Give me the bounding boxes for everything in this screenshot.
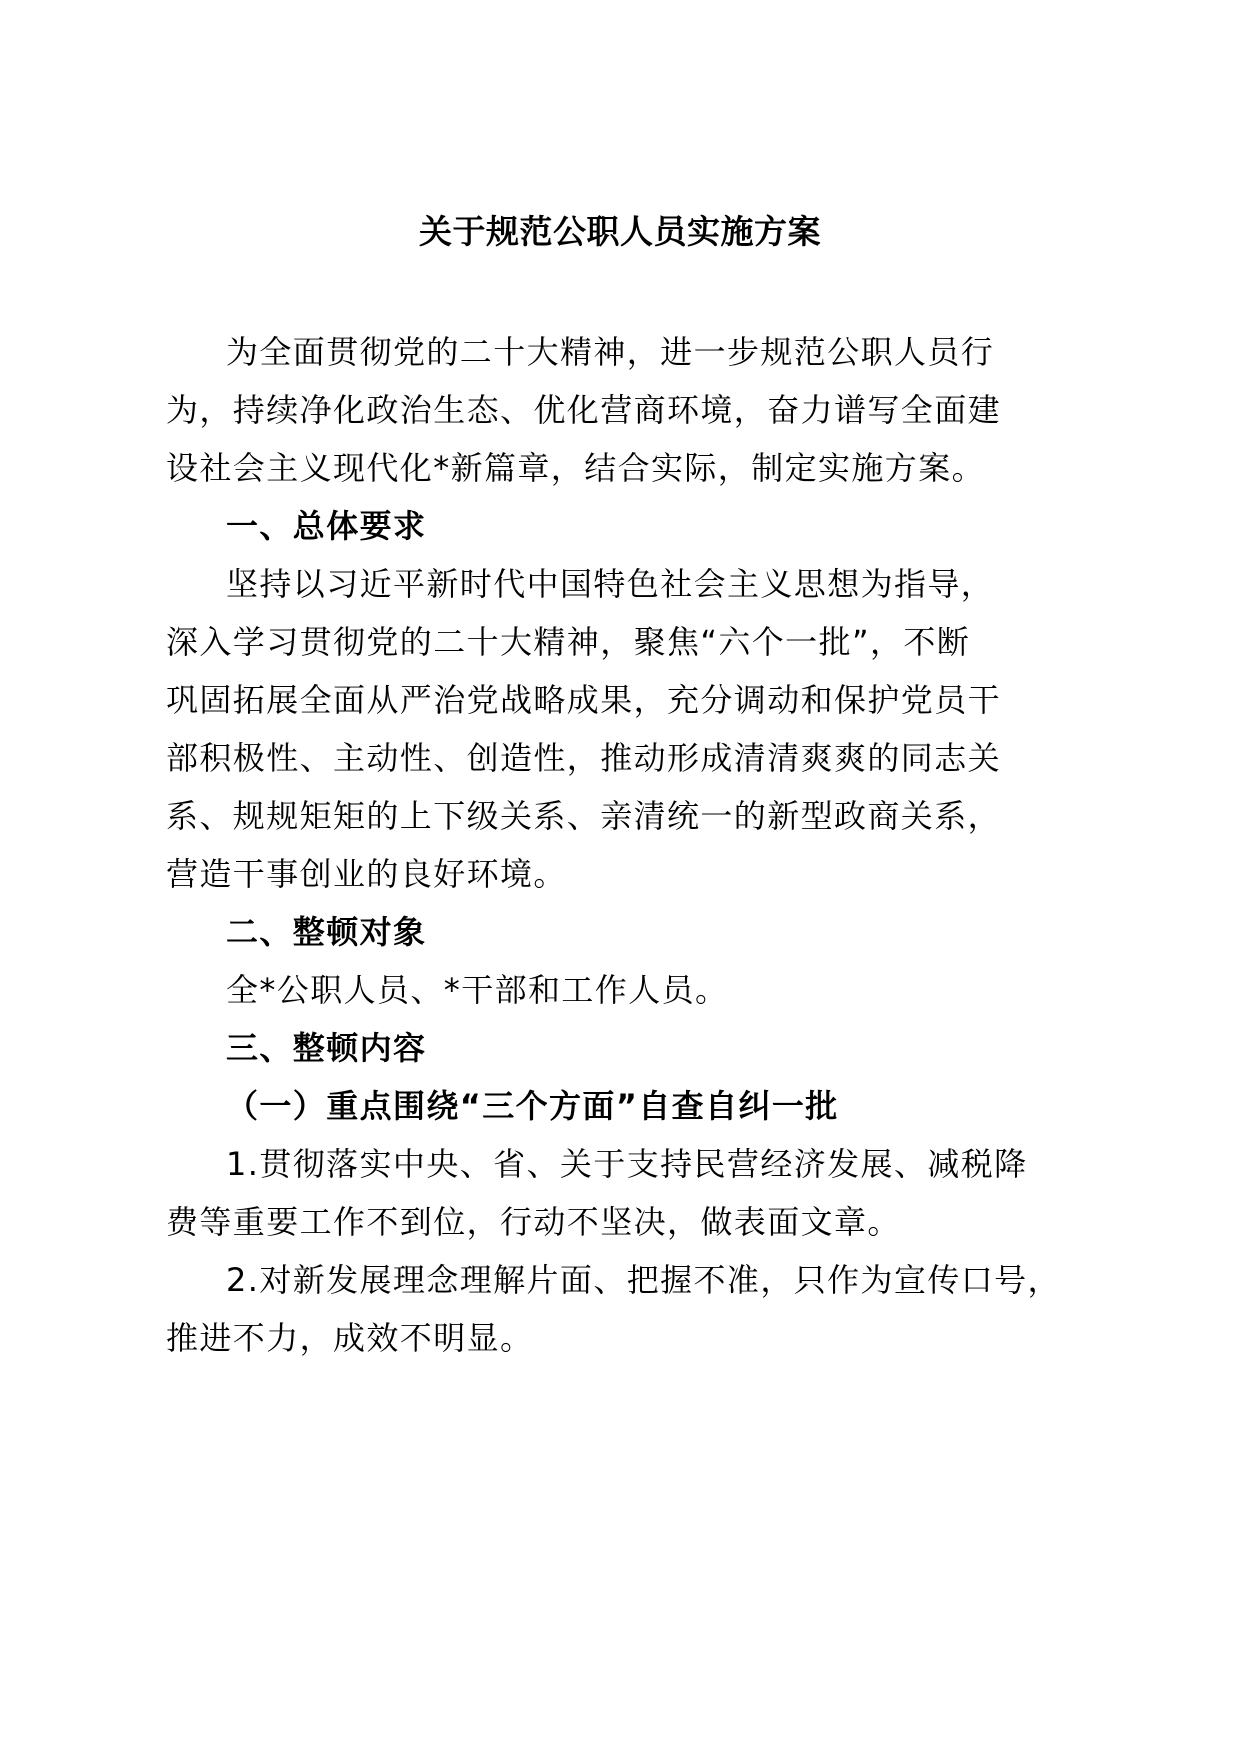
paragraph-line: 部积极性、主动性、创造性，推动形成清清爽爽的同志关 bbox=[166, 739, 1002, 777]
subsection-heading: （一）重点围绕“三个方面”自查自纠一批 bbox=[226, 1087, 839, 1125]
paragraph-line: 营造干事创业的良好环境。 bbox=[166, 855, 567, 893]
paragraph-line: 设社会主义现代化*新篇章，结合实际，制定实施方案。 bbox=[166, 449, 986, 487]
paragraph-line: 2.对新发展理念理解片面、把握不准，只作为宣传口号， bbox=[226, 1261, 1061, 1299]
section-heading: 一、总体要求 bbox=[226, 507, 427, 545]
paragraph-line: 为全面贯彻党的二十大精神，进一步规范公职人员行 bbox=[226, 333, 995, 371]
paragraph-line: 巩固拓展全面从严治党战略成果，充分调动和保护党员干 bbox=[166, 681, 1002, 719]
document-title: 关于规范公职人员实施方案 bbox=[419, 212, 821, 251]
paragraph-line: 推进不力，成效不明显。 bbox=[166, 1319, 534, 1357]
paragraph-line: 系、规规矩矩的上下级关系、亲清统一的新型政商关系， bbox=[166, 797, 1002, 835]
paragraph-line: 全*公职人员、*干部和工作人员。 bbox=[226, 971, 729, 1009]
paragraph-line: 坚持以习近平新时代中国特色社会主义思想为指导， bbox=[226, 565, 995, 603]
paragraph-line: 费等重要工作不到位，行动不坚决，做表面文章。 bbox=[166, 1203, 901, 1241]
paragraph-line: 1.贯彻落实中央、省、关于支持民营经济发展、减税降 bbox=[226, 1145, 1028, 1183]
paragraph-line: 深入学习贯彻党的二十大精神，聚焦“六个一批”，不断 bbox=[166, 623, 971, 661]
section-heading: 二、整顿对象 bbox=[226, 913, 427, 951]
section-heading: 三、整顿内容 bbox=[226, 1029, 427, 1067]
paragraph-line: 为，持续净化政治生态、优化营商环境，奋力谱写全面建 bbox=[166, 391, 1002, 429]
